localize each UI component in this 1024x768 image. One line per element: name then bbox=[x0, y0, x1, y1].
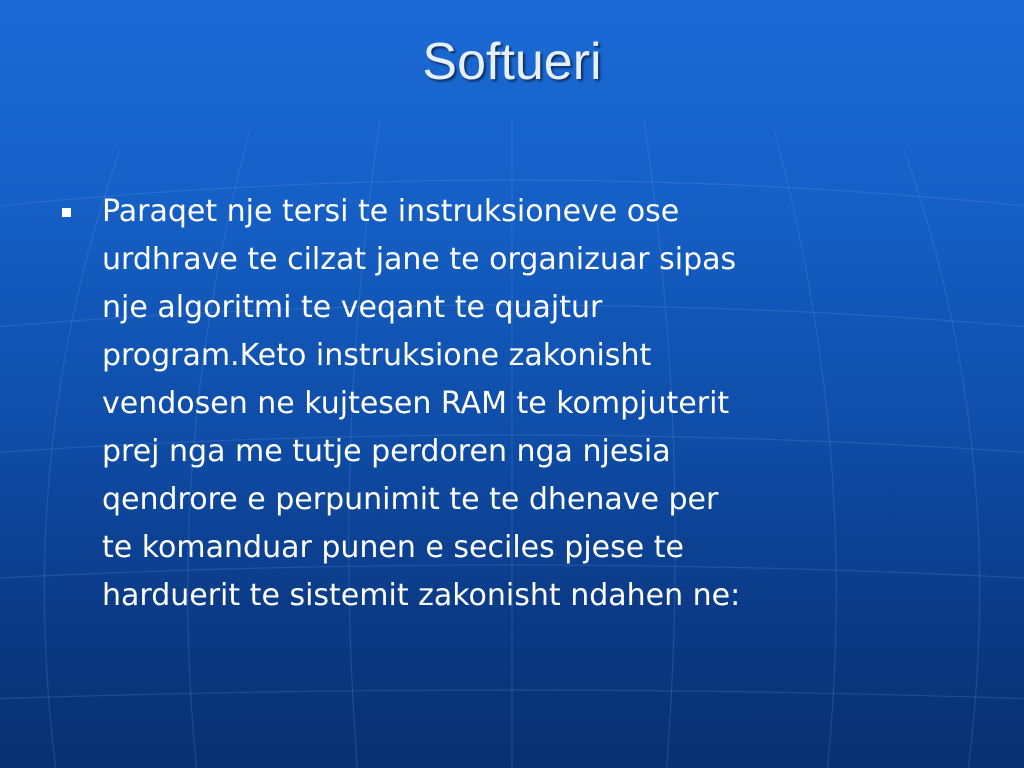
slide-title: Softueri bbox=[422, 33, 602, 91]
bullet-text: Paraqet nje tersi te instruksioneve ose urdhrave te cilzat jane te organizuar sipas nje algoritmi te veqant te quajtur program.Keto instruksione zakonisht vendosen ne kujtesen RAM te kompjuterit prej nga me tutje perdoren nga njesia qendrore e perpunimit te te dhenave per te komanduar punen e seciles pjese te harduerit te sistemit zakonisht ndahen ne: bbox=[102, 194, 741, 613]
bullet-item bbox=[62, 188, 972, 620]
slide-body bbox=[62, 188, 972, 620]
square-bullet-icon bbox=[62, 208, 71, 217]
